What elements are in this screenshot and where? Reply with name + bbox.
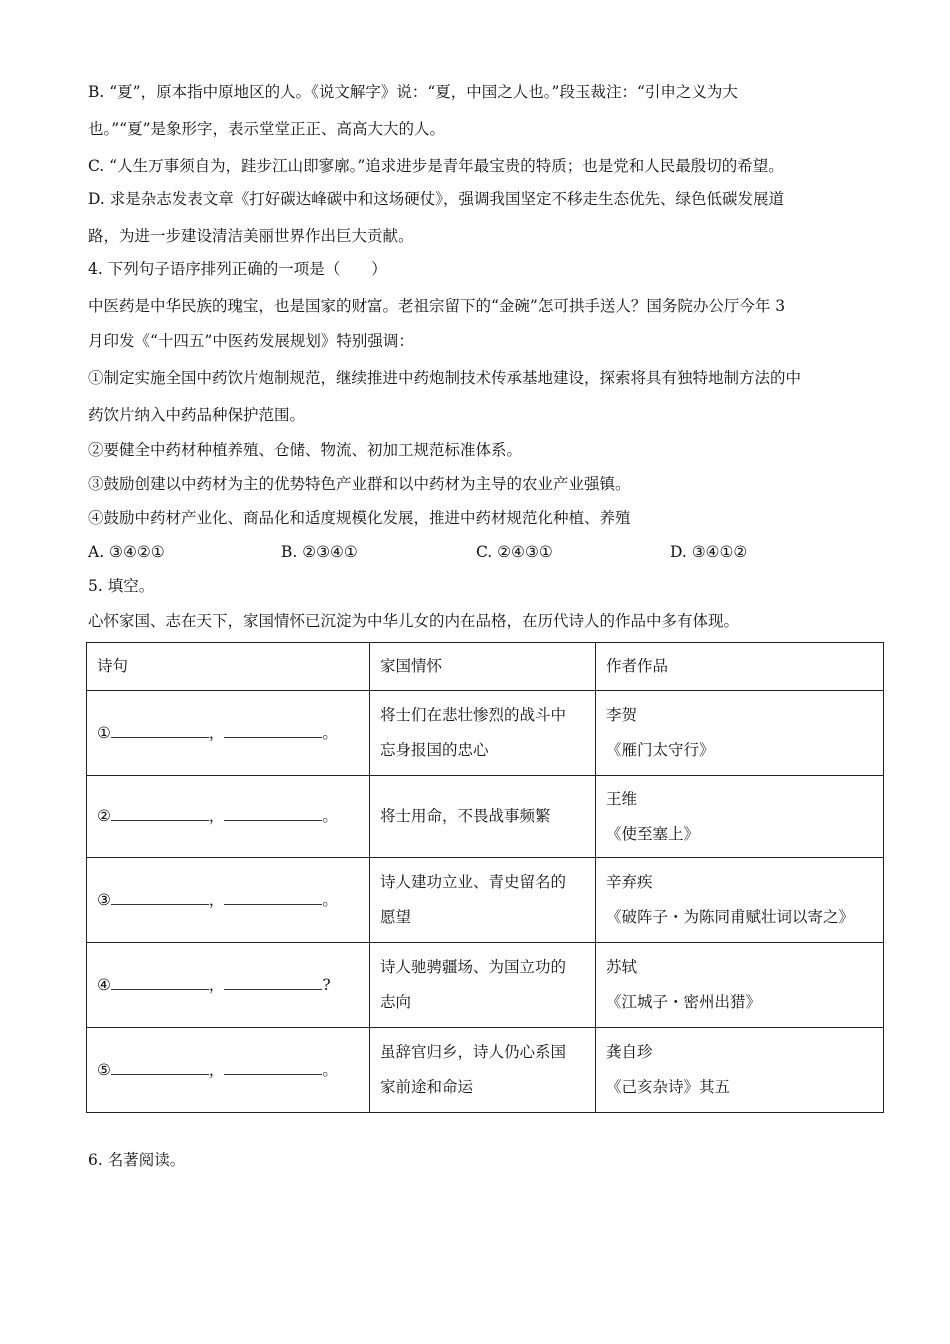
table-row [87,943,884,1028]
q4-item-4: ④鼓励中药材产业化、商品化和适度规模化发展，推进中药材规范化种植、养殖 [88,509,631,527]
work-title: 《破阵子・为陈同甫赋壮词以寄之》 [606,908,855,926]
q4-item-2: ②要健全中药材种植养殖、仓储、物流、初加工规范标准体系。 [88,441,523,459]
table-row [87,1028,884,1113]
poem-blank-cell[interactable] [87,691,370,776]
poem-blank-cell[interactable] [87,776,370,858]
q4-option-a[interactable]: A. ③④②① [88,543,165,561]
feeling-text: 志向 [380,993,412,1011]
author-name: 辛弃疾 [606,873,653,891]
q3-option-c: C. “人生万事须自为，跬步江山即寥廓。”追求进步是青年最宝贵的特质；也是党和人民最殷切的希望。 [88,157,784,175]
q3-option-b-line1: B. “夏”，原本指中原地区的人。《说文解字》说：“夏，中国之人也。”段玉裁注：“引申之义为大 [88,83,738,101]
feeling-text: 虽辞官归乡，诗人仍心系国 [380,1043,567,1061]
blank-input[interactable] [224,723,322,738]
table-row [87,691,884,776]
table-row [87,776,884,858]
q4-item-3: ③鼓励创建以中药材为主的优势特色产业群和以中药材为主导的农业产业强镇。 [88,475,631,493]
q4-stem: 4. 下列句子语序排列正确的一项是（ ） [88,260,387,278]
feeling-text: 家前途和命运 [380,1078,474,1096]
blank-input[interactable] [111,806,209,821]
blank-input[interactable] [224,890,322,905]
separator: ， [208,975,225,994]
table-header-row [87,643,884,691]
feeling-cell [370,858,596,943]
q5-stem: 5. 填空。 [88,577,155,595]
line-end: ? [322,975,331,994]
row-number: ② [97,807,111,825]
feeling-cell [370,691,596,776]
blank-input[interactable] [224,1060,322,1075]
work-title: 《雁门太守行》 [606,741,715,759]
line-end: 。 [322,1060,338,1079]
separator: ， [208,1060,225,1079]
header-feeling: 家国情怀 [370,643,596,691]
author-cell [596,776,884,858]
q4-option-c[interactable]: C. ②④③① [476,543,553,561]
poem-table [86,642,884,1113]
work-title: 《使至塞上》 [606,824,700,843]
feeling-text: 愿望 [380,908,412,926]
q4-item-1-line2: 药饮片纳入中药品种保护范围。 [88,406,306,424]
q5-intro: 心怀家国、志在天下，家国情怀已沉淀为中华儿女的内在品格，在历代诗人的作品中多有体现。 [88,612,740,630]
blank-input[interactable] [111,975,209,990]
author-name: 王维 [606,789,638,808]
poem-blank-cell[interactable] [87,858,370,943]
author-cell [596,943,884,1028]
q6-stem: 6. 名著阅读。 [88,1151,186,1169]
work-title: 《己亥杂诗》其五 [606,1078,731,1096]
blank-input[interactable] [111,890,209,905]
blank-input[interactable] [224,975,322,990]
author-cell [596,1028,884,1113]
poem-blank-cell[interactable] [87,1028,370,1113]
header-author-work: 作者作品 [596,643,884,691]
q4-passage-line1: 中医药是中华民族的瑰宝，也是国家的财富。老祖宗留下的“金碗”怎可拱手送人？国务院办公厅今年 3 [88,297,786,315]
q3-option-d-line1: D. 求是杂志发表文章《打好碳达峰碳中和这场硬仗》，强调我国坚定不移走生态优先、绿色低碳发展道 [88,190,784,208]
author-cell [596,691,884,776]
feeling-text: 诗人建功立业、青史留名的 [380,873,567,891]
feeling-text: 将士用命，不畏战事频繁 [380,807,551,825]
author-cell [596,858,884,943]
row-number: ③ [97,890,111,909]
q3-option-b-line2: 也。”“夏”是象形字，表示堂堂正正、高高大大的人。 [88,120,446,138]
line-end: 。 [322,890,338,909]
feeling-text: 将士们在悲壮惨烈的战斗中 [380,706,567,724]
q4-option-d[interactable]: D. ③④①② [670,543,748,561]
q4-passage-line2: 月印发《“十四五”中医药发展规划》特别强调： [88,332,414,350]
row-number: ⑤ [97,1060,111,1079]
line-end: 。 [322,807,338,825]
feeling-text: 诗人驰骋疆场、为国立功的 [380,958,567,976]
author-name: 李贺 [606,706,638,724]
separator: ， [208,807,225,825]
blank-input[interactable] [111,1060,209,1075]
q4-item-1-line1: ①制定实施全国中药饮片炮制规范，继续推进中药炮制技术传承基地建设，探索将具有独特地制方法的中 [88,369,802,387]
separator: ， [208,723,225,742]
feeling-cell [370,776,596,858]
feeling-text: 忘身报国的忠心 [380,741,489,759]
q4-option-b[interactable]: B. ②③④① [281,543,358,561]
row-number: ① [97,723,111,742]
blank-input[interactable] [224,806,322,821]
line-end: 。 [322,723,338,742]
q3-option-d-line2: 路，为进一步建设清洁美丽世界作出巨大贡献。 [88,227,414,245]
feeling-cell [370,1028,596,1113]
row-number: ④ [97,975,111,994]
poem-blank-cell[interactable] [87,943,370,1028]
feeling-cell [370,943,596,1028]
header-poem: 诗句 [87,643,370,691]
author-name: 苏轼 [606,958,638,976]
work-title: 《江城子・密州出猎》 [606,993,762,1011]
author-name: 龚自珍 [606,1043,653,1061]
separator: ， [208,890,225,909]
blank-input[interactable] [111,723,209,738]
table-row [87,858,884,943]
